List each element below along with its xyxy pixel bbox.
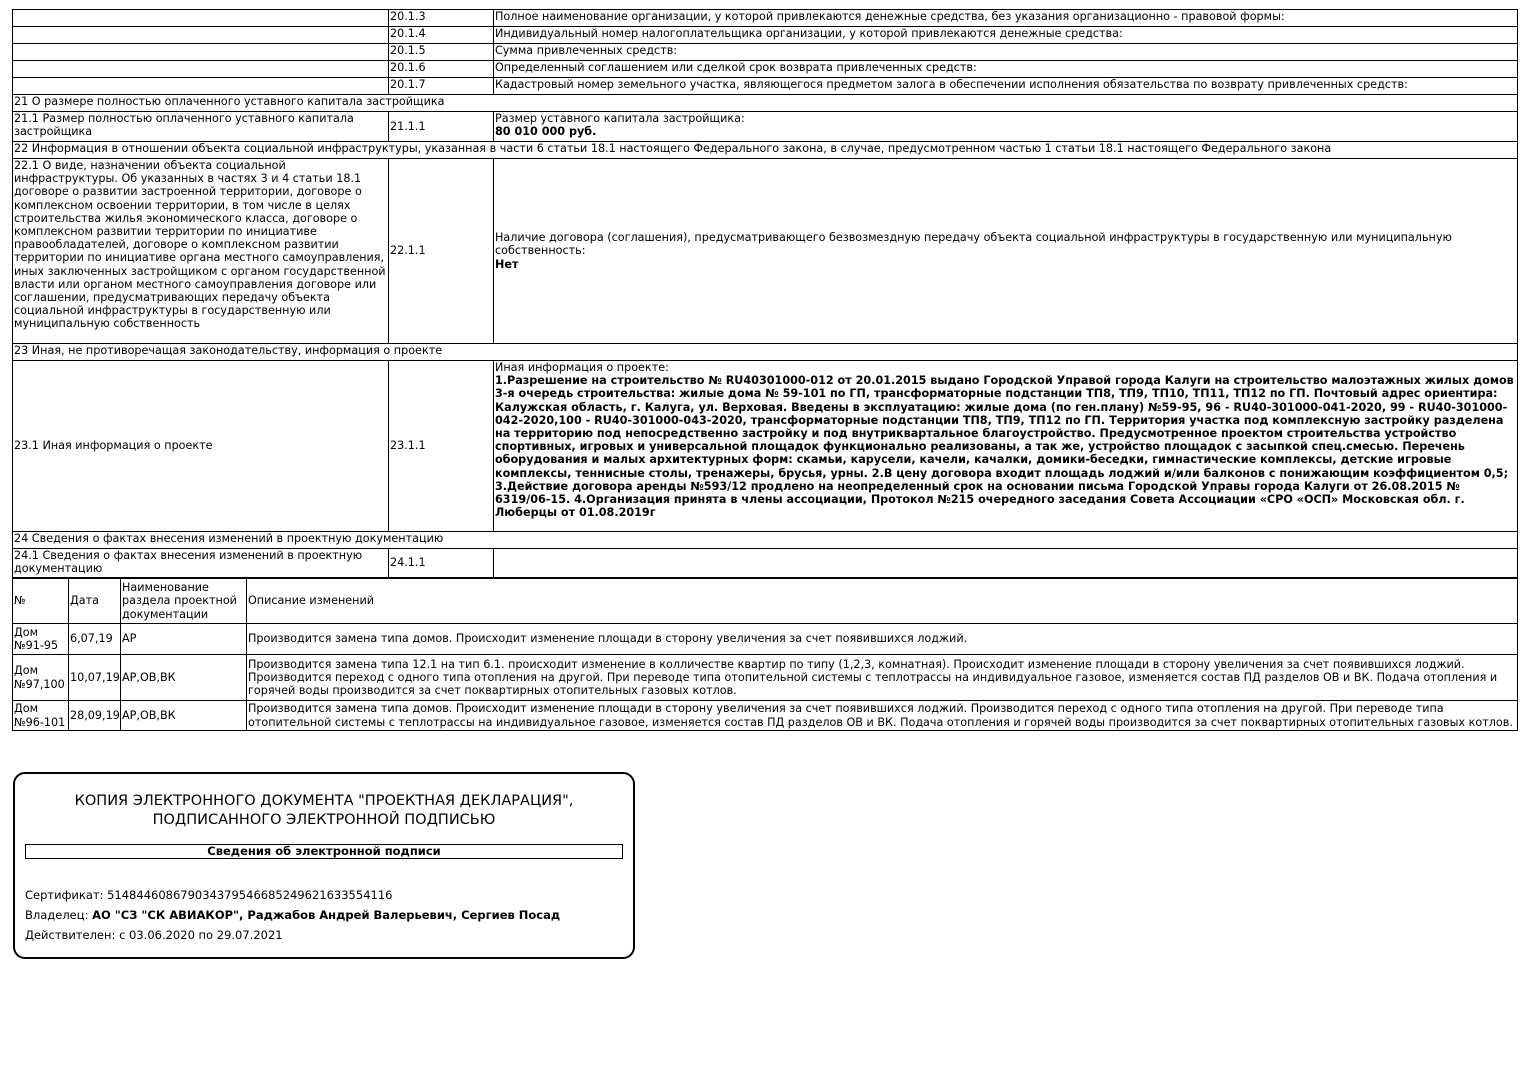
certificate-label: Сертификат: — [25, 888, 104, 902]
stamp-title — [15, 792, 633, 830]
stamp-title-line: КОПИЯ ЭЛЕКТРОННОГО ДОКУМЕНТА "ПРОЕКТНАЯ ДЕКЛАРАЦИЯ", — [74, 793, 574, 809]
signature-info-bar: Сведения об электронной подписи — [25, 844, 623, 859]
house-number: Дом №97,100 — [13, 655, 69, 701]
valid-line — [25, 925, 633, 945]
certificate-value: 51484460867903437954668524962163355411​6 — [107, 888, 393, 902]
declaration-table — [12, 9, 1518, 578]
section-header — [13, 95, 1518, 112]
item-code: 22.1.1 — [389, 159, 494, 344]
column-header: Дата — [69, 579, 121, 624]
item-text — [494, 159, 1518, 344]
item-text: Полное наименование организации, у которой привлекаются денежные средства, без указания организационно - правовой формы: — [494, 10, 1518, 27]
change-description: Производится замена типа домов. Происходит изменение площади в сторону увеличения за счет появившихся лоджий. Производится переход с одного типа отопления на другой. При переводе типа отопительной системы с теплотрассы на индивидуальное газовое, изменяется состав ПД разделов ОВ и ВК. Подача отопления и горячей воды производится за счет поквартирных отопительных газовых котлов. — [247, 701, 1518, 731]
signature-details — [25, 885, 633, 945]
item-code: 20.1.7 — [389, 78, 494, 95]
valid-value: с 03.06.2020 по 29.07.2021 — [119, 928, 283, 942]
item-label: 22.1 О виде, назначении объекта социальной инфраструктуры. Об указанных в частях 3 и 4 статьи 18.1 договоре о развитии застроенной территории, договоре о комплексном освоении территории, в том числе в целях строительства жилья экономического класса, договоре о комплексном развитии территории по инициативе правообладателей, договоре о комплексном развитии территории по инициативе органа местного самоуправления, иных заключенных застройщиком с органом государственной власти или органом местного самоуправления договоре или соглашении, предусматривающих передачу объекта социальной инфраструктуры в государственную или муниципальную собственность — [13, 159, 389, 344]
changes-header-row — [13, 579, 1518, 624]
change-description: Производится замена типа 12.1 на тип 6.1. происходит изменение в колличестве квартир по типу (1,2,3, комнатная). Происходит изменение площади в сторону увеличения за счет появившихся лоджий. Производится переход с одного типа отопления на другой. При переводе типа отопительной системы с теплотрассы на индивидуальное газовое, изменяется состав ПД разделов ОВ и ВК. Подача отопления и горячей воды производится за счет поквартирных отопительных газовых котлов. — [247, 655, 1518, 701]
doc-section: АР,ОВ,ВК — [121, 701, 247, 731]
change-date: 6,07,19 — [69, 624, 121, 655]
item-text: Сумма привлеченных средств: — [494, 44, 1518, 61]
e-signature-stamp — [13, 772, 635, 959]
item-value: 1.Разрешение на строительство № RU40301000-012 от 20.01.2015 выдано Городской Управой города Калуги на строительство малоэтажных жилых домов 3-я очередь строительства: жилые дома № 59-101 по ГП, трансформаторные подстанции ТП8, ТП9, ТП10, ТП11, ТП12 по ГП. Почтовый адрес ориентира: Калужская область, г. Калуга, ул. Верховая. Введены в эксплуатацию: жилые дома (по ген.плану) №59-95, 96 - RU40-301000-041-2020, 99 - RU40-301000-042-2020,100 - RU40-301000-043-2020, трансформаторные подстанции ТП8, ТП9, ТП12 по ГП. Территория участка под комплексную застройку разделена на территорию под непосредственно застройку и под внутриквартальное благоустройство. Предусмотренное проектом строительства устройство спортивных, игровых и универсальной площадок функционально реализованы, а так же, устройство площадок с засыпкой спец.смесью. Перечень оборудования и малых архитектурных форм: скамьи, карусели, качели, качалки, домики-беседки, гимнастические комплексы, детские игровые комплексы, теннисные столы, тренажеры, брусья, урны. 2.В цену договора входит площадь лоджий и/или балконов с понижающим коэффициентом 0,5; 3.Действие договора аренды №593/12 продлено на неопределенный срок на основании письма Городской Управы города Калуги от 26.08.2015 № 6319/06-15. 4.Организация принята в члены ассоциации, Протокол №215 очередного заседания Совета Ассоциации «СРО «ОСП» Московская обл. г. Люберцы от 01.08.2019г — [495, 374, 1514, 520]
changes-table — [12, 578, 1518, 731]
house-number: Дом №96-101 — [13, 701, 69, 731]
item-code: 21.1.1 — [389, 112, 494, 142]
table-row — [13, 44, 1518, 61]
change-date: 10,07,19 — [69, 655, 121, 701]
item-text: Кадастровый номер земельного участка, являющегося предметом залога в обеспечении исполнения обязательства по возврату привлеченных средств: — [494, 78, 1518, 95]
table-row — [13, 10, 1518, 27]
item-text — [494, 112, 1518, 142]
table-row — [13, 549, 1518, 578]
owner-value: АО "СЗ "СК АВИАКОР", Раджабов Андрей Валерьевич, Сергиев Посад — [92, 908, 561, 922]
section-header — [13, 344, 1518, 361]
item-label: 23.1 Иная информация о проекте — [13, 361, 389, 532]
item-question: Иная информация о проекте: — [495, 361, 669, 374]
stamp-title-line: ПОДПИСАННОГО ЭЛЕКТРОННОЙ ПОДПИСЬЮ — [152, 812, 496, 828]
table-row — [13, 655, 1518, 701]
item-value: 80 010 000 руб. — [495, 125, 597, 139]
item-code: 20.1.4 — [389, 27, 494, 44]
table-row — [13, 61, 1518, 78]
item-code: 20.1.5 — [389, 44, 494, 61]
table-row — [13, 112, 1518, 142]
section-23-header: 23 Иная, не противоречащая законодательству, информация о проекте — [13, 344, 1518, 361]
item-value: Нет — [495, 257, 519, 271]
table-row — [13, 27, 1518, 44]
change-date: 28,09,19 — [69, 701, 121, 731]
item-label: 21.1 Размер полностью оплаченного уставного капитала застройщика — [13, 112, 389, 142]
section-header — [13, 142, 1518, 159]
doc-section: АР,ОВ,ВК — [121, 655, 247, 701]
item-code: 20.1.6 — [389, 61, 494, 78]
doc-section: АР — [121, 624, 247, 655]
change-description: Производится замена типа домов. Происходит изменение площади в сторону увеличения за счет появившихся лоджий. — [247, 624, 1518, 655]
owner-line — [25, 905, 633, 925]
column-header: Наименование раздела проектной документации — [121, 579, 247, 624]
item-code: 23.1.1 — [389, 361, 494, 532]
section-header — [13, 532, 1518, 549]
table-row — [13, 361, 1518, 532]
item-label: 24.1 Сведения о фактах внесения изменений в проектную документацию — [13, 549, 389, 578]
table-row — [13, 78, 1518, 95]
valid-label: Действителен: — [25, 928, 116, 942]
certificate-line — [25, 885, 633, 905]
item-text: Индивидуальный номер налогоплательщика организации, у которой привлекаются денежные средства: — [494, 27, 1518, 44]
column-header: № — [13, 579, 69, 624]
owner-label: Владелец: — [25, 908, 89, 922]
table-row — [13, 624, 1518, 655]
table-row — [13, 159, 1518, 344]
item-code: 20.1.3 — [389, 10, 494, 27]
section-22-header: 22 Информация в отношении объекта социальной инфраструктуры, указанная в части 6 статьи 18.1 настоящего Федерального закона, в случае, предусмотренном частью 1 статьи 18.1 настоящего Федерального закона — [13, 142, 1518, 159]
item-text: Определенный соглашением или сделкой срок возврата привлеченных средств: — [494, 61, 1518, 78]
item-text — [494, 361, 1518, 532]
table-row — [13, 701, 1518, 731]
item-code: 24.1.1 — [389, 549, 494, 578]
section-24-header: 24 Сведения о фактах внесения изменений в проектную документацию — [13, 532, 1518, 549]
column-header: Описание изменений — [247, 579, 1518, 624]
declaration-sheet — [12, 9, 1517, 731]
item-question: Наличие договора (соглашения), предусматривающего безвозмездную передачу объекта социальной инфраструктуры в государственную или муниципальную собственность: — [495, 231, 1452, 258]
item-question: Размер уставного капитала застройщика: — [495, 112, 745, 125]
house-number: Дом №91-95 — [13, 624, 69, 655]
section-21-header: 21 О размере полностью оплаченного уставного капитала застройщика — [13, 95, 1518, 112]
